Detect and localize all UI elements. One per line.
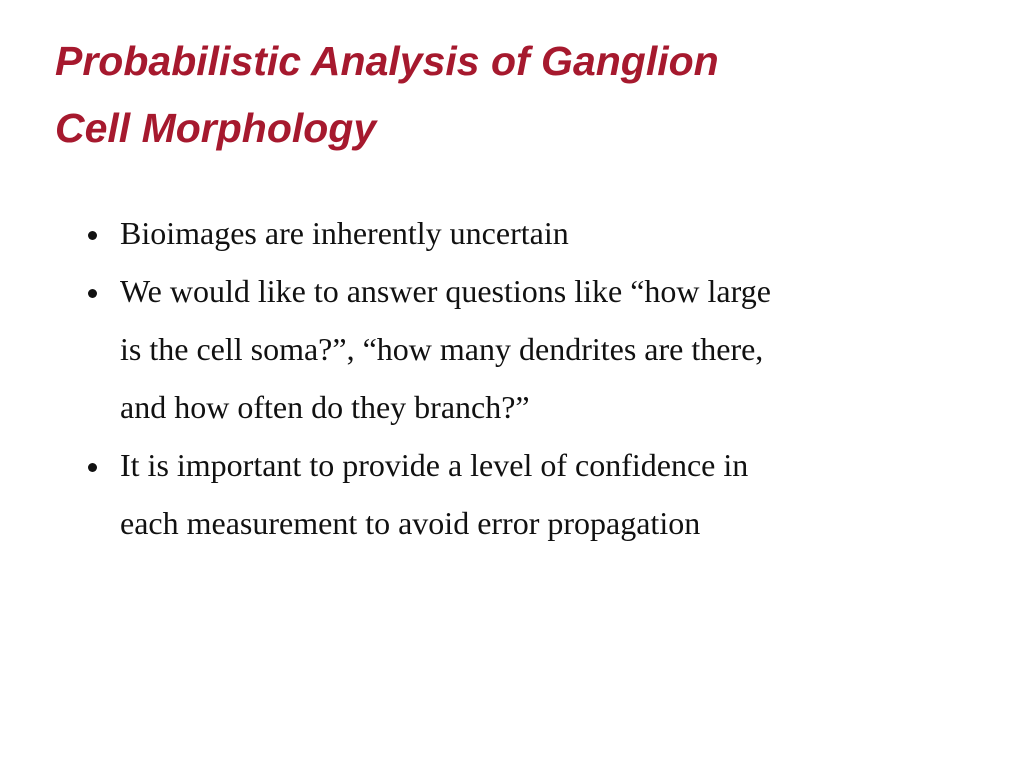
slide-title-line-2: Cell Morphology xyxy=(55,105,377,151)
bullet-dot-icon xyxy=(88,463,97,472)
slide-title-line-1: Probabilistic Analysis of Ganglion xyxy=(55,38,719,84)
bullet-2-line-3: and how often do they branch?” xyxy=(120,389,530,425)
bullet-1-line-1: Bioimages are inherently uncertain xyxy=(120,215,569,251)
bullet-2-line-1: We would like to answer questions like “how large xyxy=(120,273,771,309)
bullet-item-2 xyxy=(84,262,984,436)
bullet-dot-icon xyxy=(88,289,97,298)
bullet-3-line-1: It is important to provide a level of confidence in xyxy=(120,447,749,483)
bullet-list xyxy=(84,204,984,552)
slide-title xyxy=(55,28,975,162)
bullet-item-3 xyxy=(84,436,984,552)
bullet-2-line-2: is the cell soma?”, “how many dendrites are there, xyxy=(120,331,764,367)
bullet-3-line-2: each measurement to avoid error propagation xyxy=(120,505,701,541)
bullet-dot-icon xyxy=(88,231,97,240)
bullet-item-1 xyxy=(84,204,984,262)
